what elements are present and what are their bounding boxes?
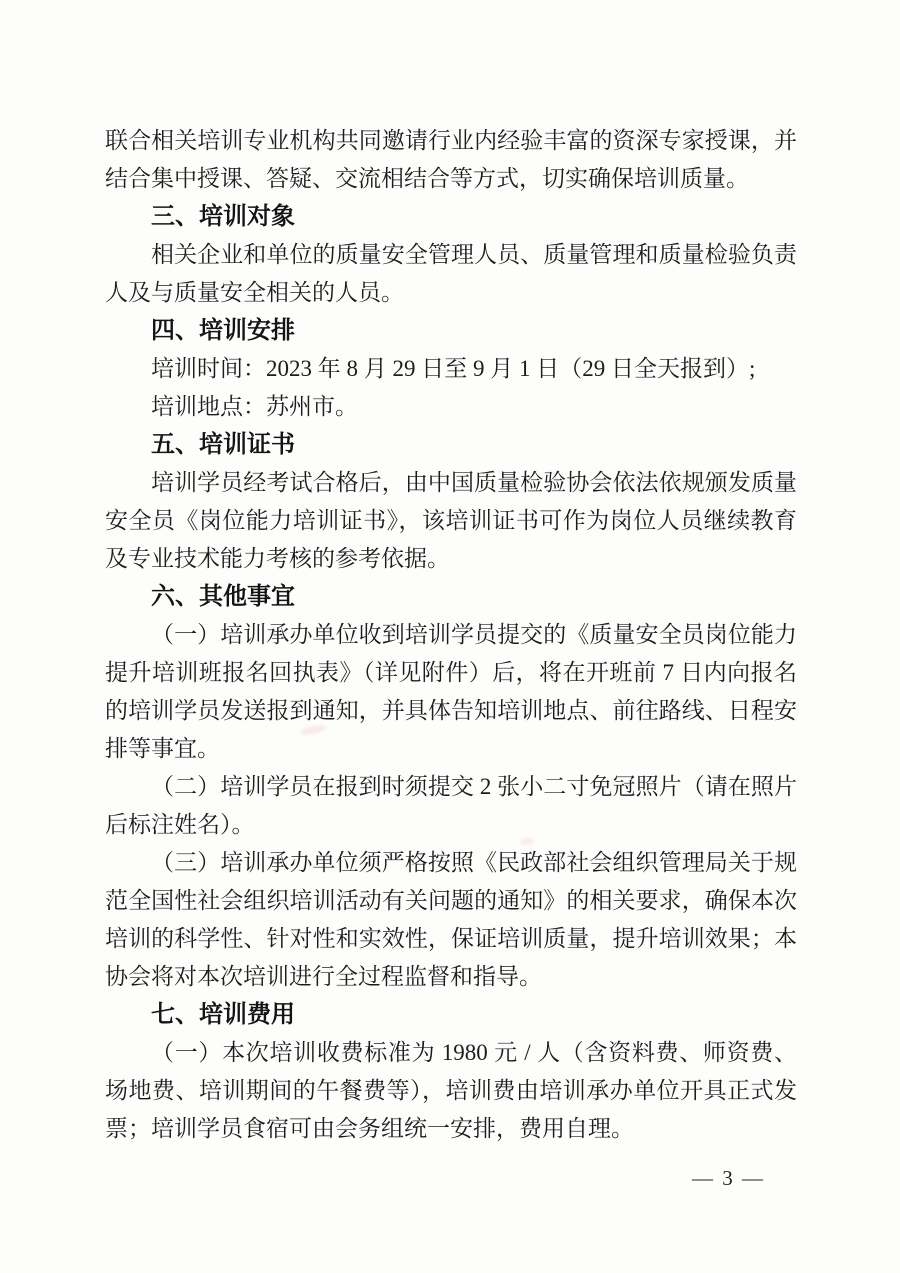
text-line: 培训时间：2023 年 8 月 29 日至 9 月 1 日（29 日全天报到）; xyxy=(151,356,756,381)
text-line: 培训的科学性、针对性和实效性，保证培训质量，提升培训效果；本 xyxy=(105,926,797,951)
text-line: 及专业技术能力考核的参考依据。 xyxy=(105,546,450,571)
document-body xyxy=(105,122,797,1148)
scan-artifact xyxy=(520,838,534,845)
text-line: 相关企业和单位的质量安全管理人员、质量管理和质量检验负责 xyxy=(151,242,797,267)
section-heading: 五、培训证书 xyxy=(151,431,295,458)
section-heading: 四、培训安排 xyxy=(151,317,295,344)
text-line: 结合集中授课、答疑、交流相结合等方式，切实确保培训质量。 xyxy=(105,166,749,191)
text-line: 提升培训班报名回执表》（详见附件）后，将在开班前 7 日内向报名 xyxy=(105,660,797,685)
text-line: 培训地点：苏州市。 xyxy=(151,394,358,419)
text-line: 协会将对本次培训进行全过程监督和指导。 xyxy=(105,964,542,989)
text-line: 的培训学员发送报到通知，并具体告知培训地点、前往路线、日程安 xyxy=(105,698,797,723)
section-heading: 六、其他事宜 xyxy=(151,583,295,610)
text-line: （二）培训学员在报到时须提交 2 张小二寸免冠照片（请在照片 xyxy=(151,774,797,799)
page-number: — 3 — xyxy=(692,1166,765,1190)
text-line: 培训学员经考试合格后，由中国质量检验协会依法依规颁发质量 xyxy=(151,470,797,495)
section-heading: 三、培训对象 xyxy=(151,203,295,230)
text-line: 排等事宜。 xyxy=(105,736,220,761)
text-line: 后标注姓名）。 xyxy=(105,812,255,837)
text-line: （一）本次培训收费标准为 1980 元 / 人（含资料费、师资费、 xyxy=(151,1040,797,1065)
text-line: （一）培训承办单位收到培训学员提交的《质量安全员岗位能力 xyxy=(151,622,797,647)
text-line: 范全国性社会组织培训活动有关问题的通知》的相关要求，确保本次 xyxy=(105,888,797,913)
text-line: 安全员《岗位能力培训证书》，该培训证书可作为岗位人员继续教育 xyxy=(105,508,797,533)
text-line: 人及与质量安全相关的人员。 xyxy=(105,280,404,305)
text-line: 联合相关培训专业机构共同邀请行业内经验丰富的资深专家授课，并 xyxy=(105,128,797,153)
text-line: 票；培训学员食宿可由会务组统一安排，费用自理。 xyxy=(105,1116,634,1141)
text-line: （三）培训承办单位须严格按照《民政部社会组织管理局关于规 xyxy=(151,850,797,875)
section-heading: 七、培训费用 xyxy=(151,1001,295,1028)
text-line: 场地费、培训期间的午餐费等），培训费由培训承办单位开具正式发 xyxy=(105,1078,797,1103)
